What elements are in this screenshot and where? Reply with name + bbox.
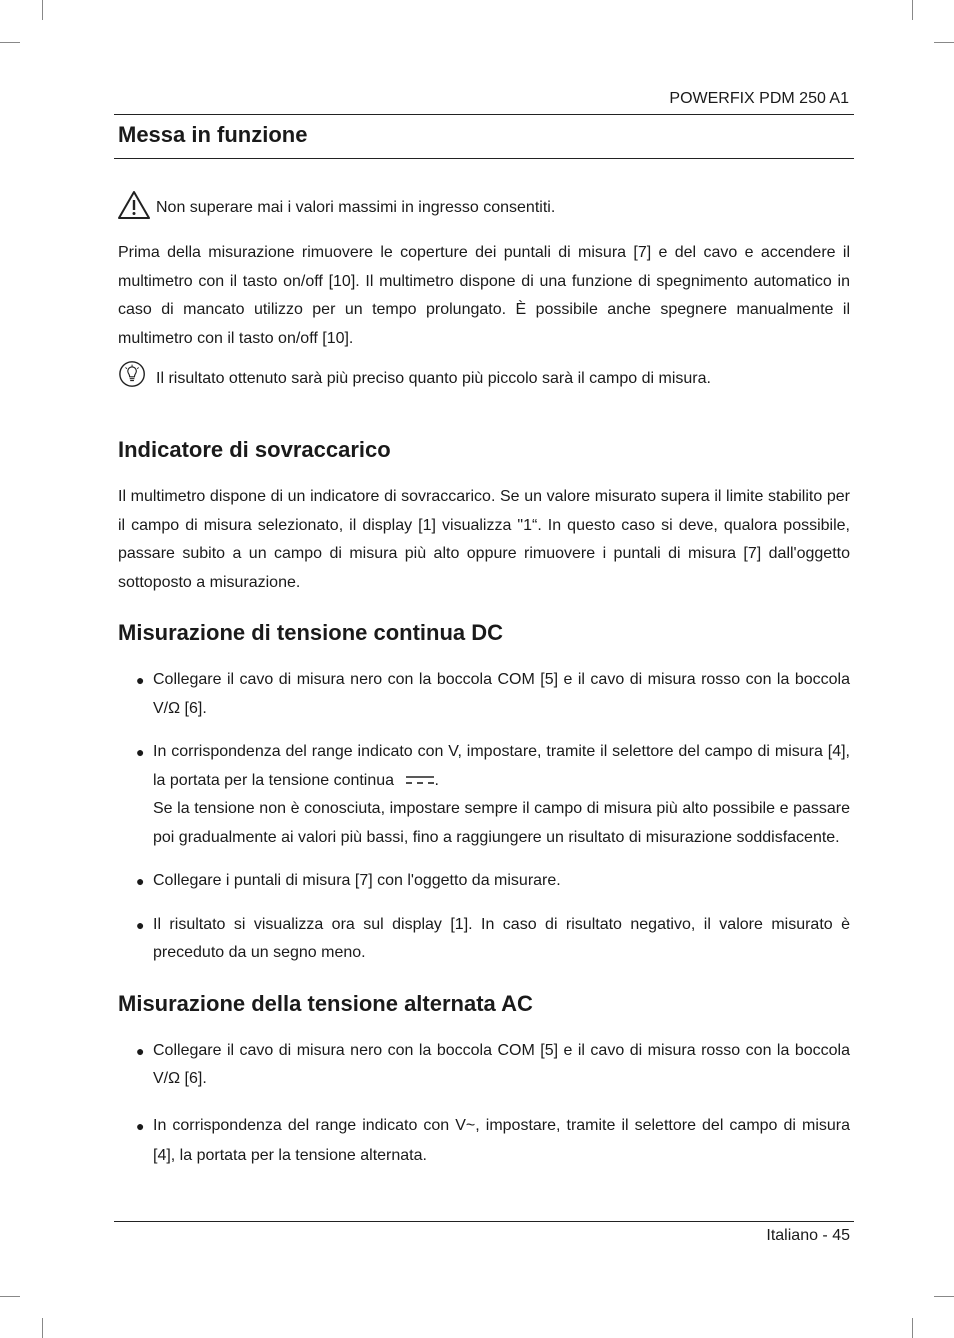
crop-mark [912,1318,913,1338]
section-title-dc: Misurazione di tensione continua DC [118,620,504,645]
section-title-sovraccarico: Indicatore di sovraccarico [118,437,391,462]
crop-mark [0,42,20,43]
list-item-text: In corrispondenza del range indicato con V, impostare, tramite il selettore del campo di misura [4], la portata per la tensione continua [153,743,850,789]
page-content [118,118,850,1171]
section-title-ac: Misurazione della tensione alternata AC [118,990,533,1016]
list-item [118,1037,850,1094]
crop-mark [934,1296,954,1297]
crop-mark [42,1318,43,1338]
dc-list [118,666,850,968]
list-item-text: Collegare il cavo di misura nero con la boccola COM [5] e il cavo di misura rosso con la boccola V/Ω [6]. [153,1041,850,1087]
crop-mark [934,42,954,43]
page-number: Italiano - 45 [766,1227,850,1244]
section-title-messa: Messa in funzione [118,122,308,147]
list-item [118,666,850,723]
warning-triangle-icon [118,190,150,220]
bullet-icon: ● [136,1117,145,1134]
bullet-icon: ● [136,672,145,688]
bullet-icon: ● [136,873,145,889]
tip-note [118,367,850,391]
crop-mark [0,1296,20,1297]
dc-symbol-icon [405,774,435,786]
lightbulb-icon [118,359,148,389]
sovraccarico-paragraph: Il multimetro dispone di un indicatore di sovraccarico. Se un valore misurato supera il limite stabilito per il campo di misura selezionato, il display [1] visualizza "1“. In questo caso si deve, qualora possibile, passare subito a un campo di misura più alto oppure rimuovere i puntali di misura [7] dall'oggetto sottoposto a misurazione. [118,488,850,591]
crop-mark [42,0,43,20]
list-item [118,1111,850,1171]
list-item-text: Collegare i puntali di misura [7] con l'oggetto da misurare. [153,872,561,889]
list-item [118,867,850,896]
warning-text: Non superare mai i valori massimi in ingresso consentiti. [156,199,556,216]
list-item [118,911,850,968]
footer-rule [114,1221,854,1222]
list-item: ● In corrispondenza del range indicato con V, impostare, tramite il selettore del campo di misura [4], la portata per la tensione continua . Se la tensione non è conosciuta, impostare sempre il campo di misura più alto possibile e passare poi gradualmente ai valori più bassi, fino a raggiungere un risultato di misurazione soddisfacente. [118,738,850,852]
list-item-text: Collegare il cavo di misura nero con la boccola COM [5] e il cavo di misura rosso con la boccola V/Ω [6]. [153,671,850,717]
ac-list [118,1037,850,1171]
messa-paragraph: Prima della misurazione rimuovere le coperture dei puntali di misura [7] e del cavo e accendere il multimetro con il tasto on/off [10]. Il multimetro dispone di una funzione di spegnimento automatico in caso di mancato utilizzo per un tempo prolungato. È possibile anche spegnere manualmente il multimetro con il tasto on/off [10]. [118,244,850,347]
bullet-icon: ● [136,916,145,933]
list-item-text: Se la tensione non è conosciuta, impostare sempre il campo di misura più alto possibile e passare poi gradualmente ai valori più bassi, fino a raggiungere un risultato di misurazione soddisfacente. [153,800,850,846]
bullet-icon: ● [136,1042,145,1059]
header-rule [114,114,854,115]
list-item-text: In corrispondenza del range indicato con V~, impostare, tramite il selettore del campo di misura [4], la portata per la tensione alternata. [153,1116,850,1164]
warning-note [118,196,850,220]
bullet-icon: ● [136,744,145,760]
page-header: POWERFIX PDM 250 A1 [669,90,849,107]
list-item-text: Il risultato si visualizza ora sul display [1]. In caso di risultato negativo, il valore misurato è preceduto da un segno meno. [153,915,850,961]
tip-text: Il risultato ottenuto sarà più preciso quanto più piccolo sarà il campo di misura. [156,370,711,387]
crop-mark [912,0,913,20]
